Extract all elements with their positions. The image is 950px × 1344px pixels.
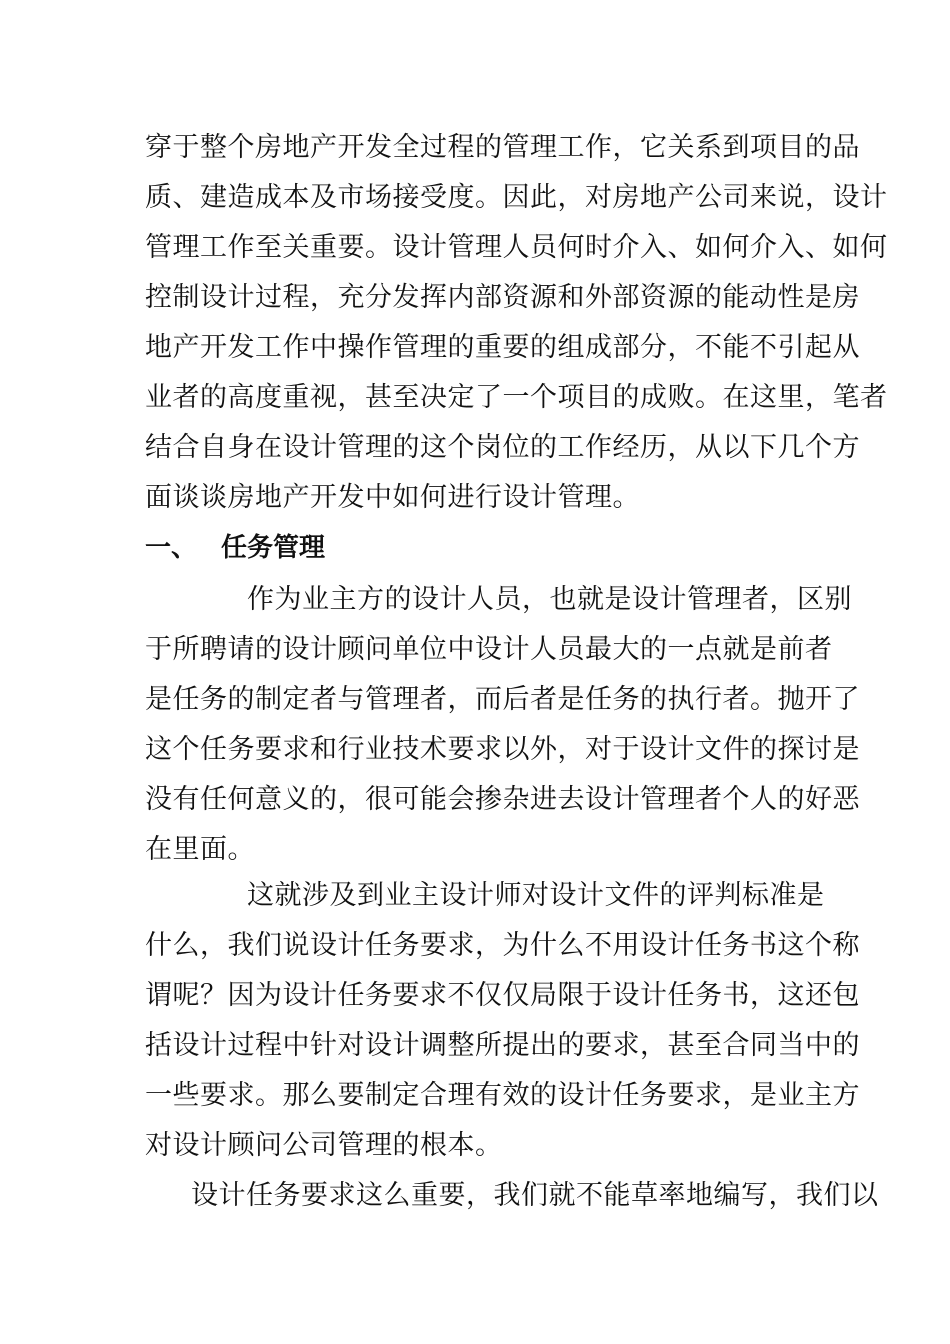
paragraph-line: 于所聘请的设计顾问单位中设计人员最大的一点就是前者 (145, 634, 833, 665)
intro-line: 控制设计过程，充分发挥内部资源和外部资源的能动性是房 (145, 282, 860, 313)
section-title: 任务管理 (221, 533, 326, 563)
paragraph-line: 括设计过程中针对设计调整所提出的要求，甚至合同当中的 (145, 1030, 860, 1061)
section-number: 一、 (145, 533, 198, 563)
paragraph-line: 这个任务要求和行业技术要求以外，对于设计文件的探讨是 (145, 734, 860, 765)
paragraph-line: 作为业主方的设计人员，也就是设计管理者，区别 (247, 584, 852, 615)
intro-line: 质、建造成本及市场接受度。因此，对房地产公司来说，设计 (145, 182, 888, 213)
intro-line: 结合自身在设计管理的这个岗位的工作经历，从以下几个方 (145, 432, 860, 463)
paragraph-line: 这就涉及到业主设计师对设计文件的评判标准是 (247, 880, 825, 911)
intro-line: 穿于整个房地产开发全过程的管理工作，它关系到项目的品 (145, 132, 860, 163)
intro-line: 业者的高度重视，甚至决定了一个项目的成败。在这里，笔者 (145, 382, 888, 413)
section-heading (145, 528, 815, 568)
paragraph-line: 对设计顾问公司管理的根本。 (145, 1130, 503, 1161)
paragraph-line: 什么，我们说设计任务要求，为什么不用设计任务书这个称 (145, 930, 860, 961)
paragraph-line: 是任务的制定者与管理者，而后者是任务的执行者。抛开了 (145, 684, 860, 715)
paragraph-line: 在里面。 (145, 834, 255, 865)
intro-line: 地产开发工作中操作管理的重要的组成部分，不能不引起从 (145, 332, 860, 363)
paragraph-line: 设计任务要求这么重要，我们就不能草率地编写，我们以 (191, 1180, 879, 1211)
paragraph-line: 一些要求。那么要制定合理有效的设计任务要求，是业主方 (145, 1080, 860, 1111)
paragraph-line: 没有任何意义的，很可能会掺杂进去设计管理者个人的好恶 (145, 784, 860, 815)
paragraph-line: 谓呢？因为设计任务要求不仅仅局限于设计任务书，这还包 (145, 980, 860, 1011)
intro-line: 面谈谈房地产开发中如何进行设计管理。 (145, 482, 640, 513)
intro-line: 管理工作至关重要。设计管理人员何时介入、如何介入、如何 (145, 232, 888, 263)
